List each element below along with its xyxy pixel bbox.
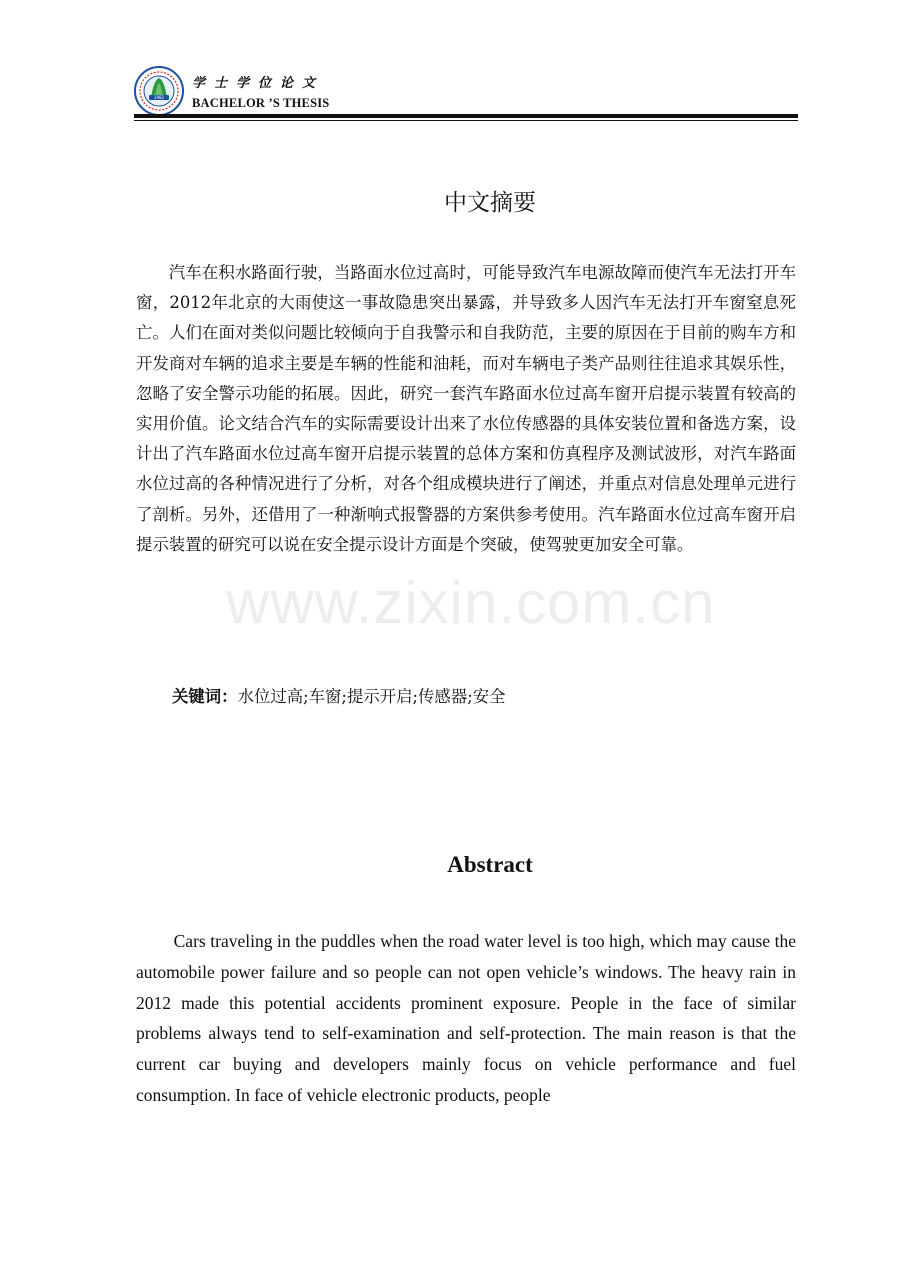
- svg-text:1982: 1982: [153, 95, 165, 100]
- header-rule-thin: [134, 120, 798, 121]
- cn-abstract-body: 汽车在积水路面行驶，当路面水位过高时，可能导致汽车电源故障而使汽车无法打开车窗，2012年北京的大雨使这一事故隐患突出暴露，并导致多人因汽车无法打开车窗窒息死亡。人们在面对类似问题比较倾向于自我警示和自我防范，主要的原因在于目前的购车方和开发商对车辆的追求主要是车辆的性能和油耗，而对车辆电子类产品则往往追求其娱乐性，忽略了安全警示功能的拓展。因此，研究一套汽车路面水位过高车窗开启提示装置有较高的实用价值。论文结合汽车的实际需要设计出来了水位传感器的具体安装位置和备选方案，设计出了汽车路面水位过高车窗开启提示装置的总体方案和仿真程序及测试波形，对汽车路面水位过高的各种情况进行了分析，对各个组成模块进行了阐述，并重点对信息处理单元进行了剖析。另外，还借用了一种渐响式报警器的方案供参考使用。汽车路面水位过高车窗开启提示装置的研究可以说在安全提示设计方面是个突破，使驾驶更加安全可靠。: [136, 263, 796, 554]
- cn-abstract-title: 中文摘要: [444, 190, 536, 216]
- header-title-en: BACHELOR ’S THESIS: [192, 96, 330, 110]
- keywords-label: 关键词：: [172, 687, 238, 706]
- university-logo-icon: [134, 66, 184, 116]
- keywords-line: [172, 684, 506, 710]
- keywords-text: 水位过高;车窗;提示开启;传感器;安全: [237, 687, 506, 706]
- header-title-cn: 学士学位论文: [192, 76, 325, 91]
- watermark: www.zixin.com.cn: [226, 569, 716, 636]
- en-abstract-title: Abstract: [447, 852, 533, 877]
- en-abstract-body: Cars traveling in the puddles when the road water level is too high, which may cause the automobile power failure and so people can not open vehicle’s windows. The heavy rain in 2012 made this potential accidents prominent exposure. People in the face of similar problems always tend to self-examination and self-protection. The main reason is that the current car buying and developers mainly focus on vehicle performance and fuel consumption. In face of vehicle electronic products, people: [136, 931, 796, 1105]
- header-rule-thick: [134, 114, 798, 118]
